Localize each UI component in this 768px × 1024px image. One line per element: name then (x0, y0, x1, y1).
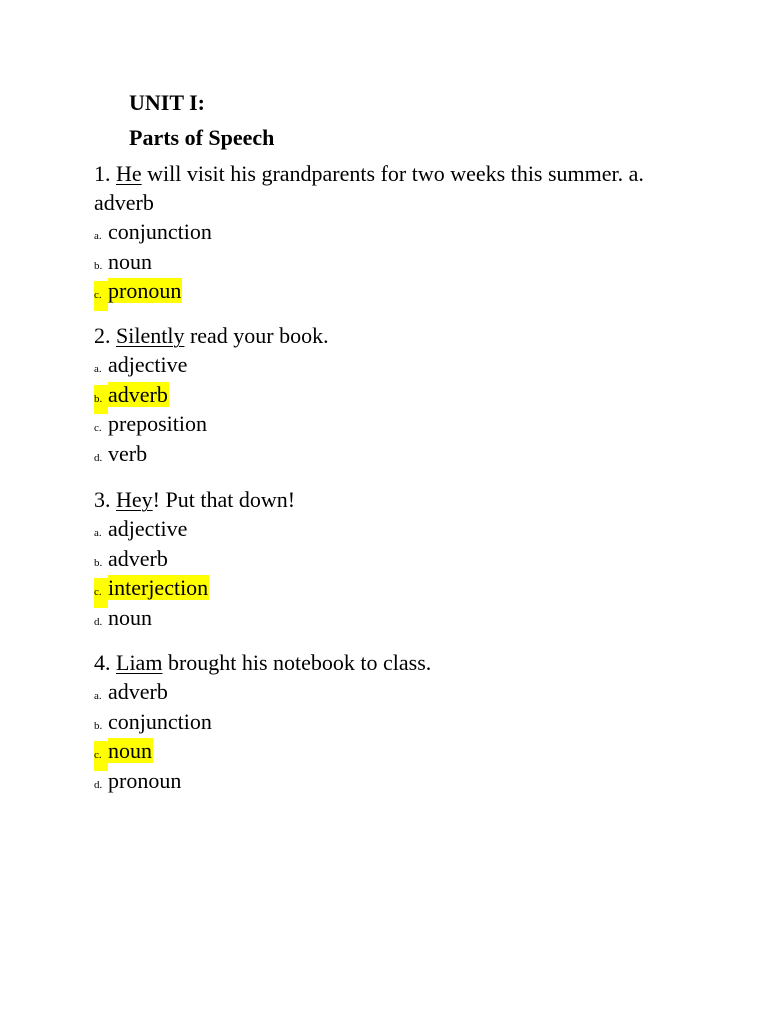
option-letter: a. (94, 527, 102, 539)
target-word: Hey (116, 487, 153, 512)
question-text: read your book. (184, 323, 329, 348)
option-text: conjunction (108, 219, 212, 244)
option-letter: b. (94, 259, 103, 272)
option-list (94, 217, 654, 306)
option-letter: c. (94, 578, 108, 608)
option-letter: a. (94, 230, 102, 242)
option-c (94, 409, 654, 439)
option-letter: c. (94, 422, 102, 435)
option-d (94, 603, 654, 633)
option-letter: b. (94, 719, 103, 732)
option-text: adverb (108, 679, 168, 704)
option-list (94, 514, 654, 633)
option-text: verb (108, 441, 148, 467)
question-stem (94, 648, 654, 677)
question-number: 2. (94, 323, 111, 348)
option-letter: a. (94, 690, 102, 702)
option-list (94, 350, 654, 469)
option-text: noun (108, 248, 152, 274)
question-stem (94, 485, 654, 514)
option-text: noun (108, 605, 152, 631)
option-text: interjection (108, 575, 209, 601)
question-number: 4. (94, 650, 111, 675)
option-text: adjective (108, 352, 188, 377)
option-text: noun (108, 738, 152, 764)
target-word: Silently (116, 323, 185, 348)
question-stem (94, 321, 654, 350)
unit-title: UNIT I: (129, 90, 206, 115)
question-text: will visit his grandparents for two weeks this summer. a. adverb (94, 161, 644, 215)
option-a (94, 350, 654, 380)
option-letter: b. (94, 556, 103, 569)
option-c-answer (94, 573, 654, 603)
option-b (94, 544, 654, 574)
option-text: pronoun (108, 278, 182, 304)
option-b-answer (94, 380, 654, 410)
topic-title: Parts of Speech (129, 125, 275, 150)
option-text: pronoun (108, 768, 182, 794)
option-a (94, 217, 654, 247)
option-letter: b. (94, 385, 108, 415)
option-d (94, 439, 654, 469)
option-letter: c. (94, 281, 108, 311)
option-c-answer (94, 736, 654, 766)
question-3 (94, 485, 654, 633)
question-stem (94, 159, 654, 217)
option-c-answer (94, 276, 654, 306)
option-text: adverb (108, 381, 168, 407)
option-list (94, 677, 654, 796)
question-number: 3. (94, 487, 111, 512)
option-text: adverb (108, 545, 168, 571)
option-letter: a. (94, 363, 102, 375)
question-text: ! Put that down! (152, 487, 296, 512)
option-a (94, 677, 654, 707)
option-b (94, 247, 654, 277)
option-letter: d. (94, 616, 103, 629)
option-text: conjunction (108, 708, 212, 734)
question-number: 1. (94, 161, 111, 186)
option-b (94, 707, 654, 737)
option-letter: d. (94, 779, 103, 792)
option-text: preposition (108, 411, 207, 437)
question-2 (94, 321, 654, 469)
option-a (94, 514, 654, 544)
option-text: adjective (108, 516, 188, 541)
target-word: Liam (116, 650, 163, 675)
question-text: brought his notebook to class. (162, 650, 432, 675)
option-letter: d. (94, 452, 103, 465)
question-1 (94, 159, 654, 306)
question-4 (94, 648, 654, 796)
option-d (94, 766, 654, 796)
target-word: He (116, 161, 142, 186)
option-letter: c. (94, 741, 108, 771)
